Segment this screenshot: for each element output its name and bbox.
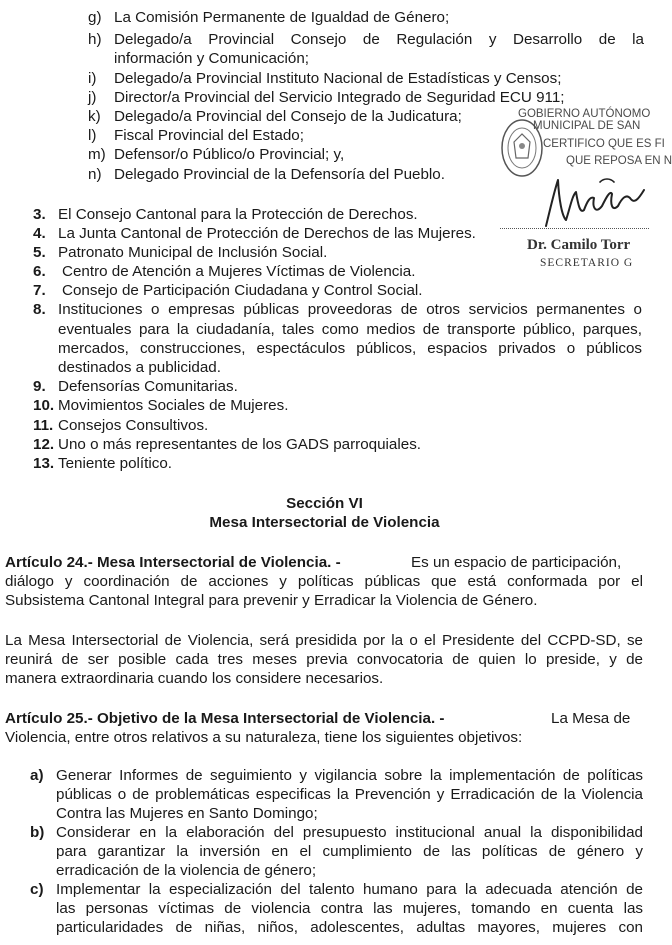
list-number: 11. (33, 417, 54, 434)
list-number: 8. (33, 301, 46, 318)
list-item-text: Consejo de Participación Ciudadana y Control Social. (62, 282, 423, 299)
sub-item-letter: m) (88, 146, 106, 163)
list-number: 10. (33, 397, 55, 414)
list-number: 7. (33, 282, 46, 299)
list-number: 3. (33, 206, 46, 223)
list-item-text: Teniente político. (58, 455, 172, 472)
list-item-text: Instituciones o empresas públicas proveedoras de otros servicios permanentes o (58, 301, 642, 318)
objective-text: las personas víctimas de violencia contra las mujeres, tomando en cuenta las (56, 900, 643, 917)
sub-item-text: Delegado Provincial de la Defensoría del Pueblo. (114, 166, 445, 183)
sub-item-text: Director/a Provincial del Servicio Integrado de Seguridad ECU 911; (114, 89, 565, 106)
stamp-line: CERTIFICO QUE ES FI (543, 138, 665, 150)
handwritten-signature (540, 170, 649, 232)
article-text: Subsistema Cantonal Integral para prevenir y Erradicar la Violencia de Género. (5, 592, 538, 609)
sub-item-letter: h) (88, 31, 102, 48)
article-heading: Artículo 24.- Mesa Intersectorial de Violencia. - (5, 554, 341, 571)
list-item-text-cont: mercados, construcciones, espectáculos públicos, espacios privados o públicos (58, 340, 642, 357)
objective-text: Considerar en la elaboración del presupuesto institucional anual la disponibilidad (56, 824, 643, 841)
list-number: 12. (33, 436, 55, 453)
objective-text: Contra las Mujeres en Santo Domingo; (56, 805, 318, 822)
objective-text: erradicación de la violencia de género; (56, 862, 317, 879)
list-number: 6. (33, 263, 46, 280)
list-item-text-cont: destinados a publicidad. (58, 359, 221, 376)
section-subtitle: Mesa Intersectorial de Violencia (209, 514, 440, 531)
article-text: diálogo y coordinación de acciones y políticas públicas que está conformada por el (5, 573, 643, 590)
stamp-line: GOBIERNO AUTÓNOMO (518, 108, 651, 120)
objective-letter: a) (30, 767, 44, 784)
stamp-line: QUE REPOSA EN N (566, 155, 672, 167)
sub-item-letter: j) (88, 89, 97, 106)
list-item-text: Patronato Municipal de Inclusión Social. (58, 244, 328, 261)
sub-item-text: Fiscal Provincial del Estado; (114, 127, 304, 144)
objective-text: Implementar la especialización del talento humano para la adecuada atención de (56, 881, 643, 898)
signer-name: Dr. Camilo Torr (527, 237, 631, 253)
paragraph-text: manera extraordinaria cuando los considere necesarios. (5, 670, 384, 687)
sub-item-letter: k) (88, 108, 101, 125)
sub-item-text: Defensor/o Público/o Provincial; y, (114, 146, 345, 163)
signer-title: SECRETARIO G (540, 257, 634, 269)
list-item-text-cont: eventuales para la ciudadanía, tales como medios de transporte público, parques, (58, 321, 642, 338)
list-number: 13. (33, 455, 55, 472)
list-item-text: El Consejo Cantonal para la Protección de Derechos. (58, 206, 418, 223)
sub-item-letter: i) (88, 70, 97, 87)
sub-item-text-cont: información y Comunicación; (114, 50, 309, 67)
sub-item-letter: l) (88, 127, 97, 144)
list-item-text: Defensorías Comunitarias. (58, 378, 238, 395)
list-item-text: Consejos Consultivos. (58, 417, 209, 434)
objective-text: públicas o de problemáticas especificas la Prevención y Erradicación de la Violencia (56, 786, 643, 803)
objective-text: Generar Informes de seguimiento y vigilancia sobre la implementación de políticas (56, 767, 643, 784)
list-number: 4. (33, 225, 46, 242)
sub-item-text: La Comisión Permanente de Igualdad de Género; (114, 9, 450, 26)
article-text: Violencia, entre otros relativos a su naturaleza, tiene los siguientes objetivos: (5, 729, 523, 746)
section-title: Sección VI (286, 495, 363, 512)
objective-letter: b) (30, 824, 45, 841)
list-item-text: Movimientos Sociales de Mujeres. (58, 397, 289, 414)
list-number: 5. (33, 244, 46, 261)
objective-letter: c) (30, 881, 44, 898)
article-text: La Mesa de (551, 710, 631, 727)
list-item-text: Uno o más representantes de los GADS parroquiales. (58, 436, 422, 453)
sub-item-letter: n) (88, 166, 102, 183)
paragraph-text: reunirá de ser posible cada tres meses previa convocatoria de quien lo preside, y de (5, 651, 643, 668)
sub-item-letter: g) (88, 9, 102, 26)
paragraph-text: La Mesa Intersectorial de Violencia, será presidida por la o el Presidente del CCPD-SD, se (5, 632, 643, 649)
article-heading: Artículo 25.- Objetivo de la Mesa Intersectorial de Violencia. - (5, 710, 445, 727)
list-number: 9. (33, 378, 46, 395)
sub-item-text: Delegado/a Provincial Instituto Nacional de Estadísticas y Censos; (114, 70, 562, 87)
sub-item-text: Delegado/a Provincial Consejo de Regulación y Desarrollo de la (114, 31, 644, 48)
objective-text: para garantizar la inversión en el cumplimiento de las políticas de género y (56, 843, 643, 860)
sub-item-text: Delegado/a Provincial del Consejo de la Judicatura; (114, 108, 462, 125)
stamp-line: MUNICIPAL DE SAN (533, 120, 641, 132)
list-item-text: Centro de Atención a Mujeres Víctimas de Violencia. (62, 263, 416, 280)
objective-text: particularidades de niñas, niños, adolescentes, adultas mayores, mujeres con (56, 919, 643, 936)
article-text: Es un espacio de participación, (411, 554, 622, 571)
list-item-text: La Junta Cantonal de Protección de Derechos de las Mujeres. (58, 225, 476, 242)
signature-line (500, 228, 649, 229)
